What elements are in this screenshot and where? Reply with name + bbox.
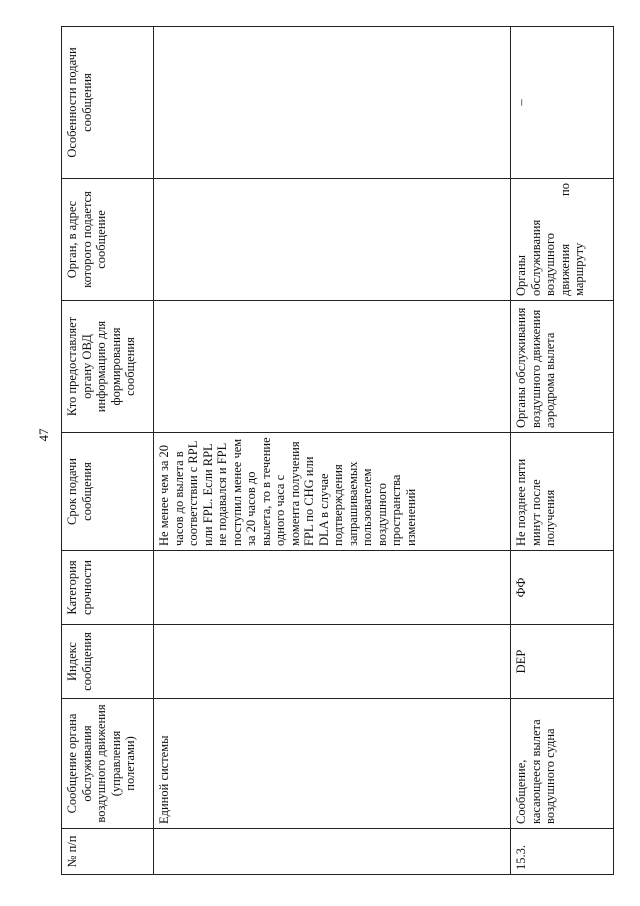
messages-table — [61, 26, 614, 875]
rotated-table-container — [61, 27, 613, 875]
header-urgency: Категория срочности — [62, 551, 154, 625]
header-message: Сообщение органа обслуживания воздушного движения (управления полетами) — [62, 699, 154, 829]
cell-num — [154, 829, 511, 875]
table-row — [511, 27, 614, 875]
page-number: 47 — [36, 428, 51, 442]
cell-urgency — [154, 551, 511, 625]
cell-urgency: ФФ — [511, 551, 614, 625]
cell-message: Единой системы — [154, 699, 511, 829]
header-index: Индекс сообщения — [62, 625, 154, 699]
cell-index — [154, 625, 511, 699]
header-features: Особенности подачи сообщения — [62, 27, 154, 179]
cell-addressee: Органы обслуживания воздушного движения по маршруту — [511, 179, 614, 301]
header-deadline: Срок подачи сообщения — [62, 433, 154, 551]
cell-features: – — [511, 27, 614, 179]
header-provider: Кто предоставляет органу ОВД информацию для формирования сообщения — [62, 301, 154, 433]
cell-message: Сообщение, касающееся вылета воздушного судна — [511, 699, 614, 829]
cell-provider: Органы обслуживания воздушного движения аэродрома вылета — [511, 301, 614, 433]
header-num: № п/п — [62, 829, 154, 875]
header-addressee: Орган, в адрес которого подается сообщение — [62, 179, 154, 301]
cell-provider — [154, 301, 511, 433]
cell-deadline: Не позднее пяти минут после получения — [511, 433, 614, 551]
cell-index: DEP — [511, 625, 614, 699]
cell-features — [154, 27, 511, 179]
table-row — [154, 27, 511, 875]
cell-addressee — [154, 179, 511, 301]
cell-num: 15.3. — [511, 829, 614, 875]
table-header-row — [62, 27, 154, 875]
cell-deadline: Не менее чем за 20 часов до вылета в соответствии с RPL или FPL. Если RPL не подавался и FPL поступил менее чем за 20 часов до вылета, то в течение одного часа с момента получения FPL по CHG или DLA в случае подтверждения запрашиваемых пользователем воздушного пространства изменений — [154, 433, 511, 551]
